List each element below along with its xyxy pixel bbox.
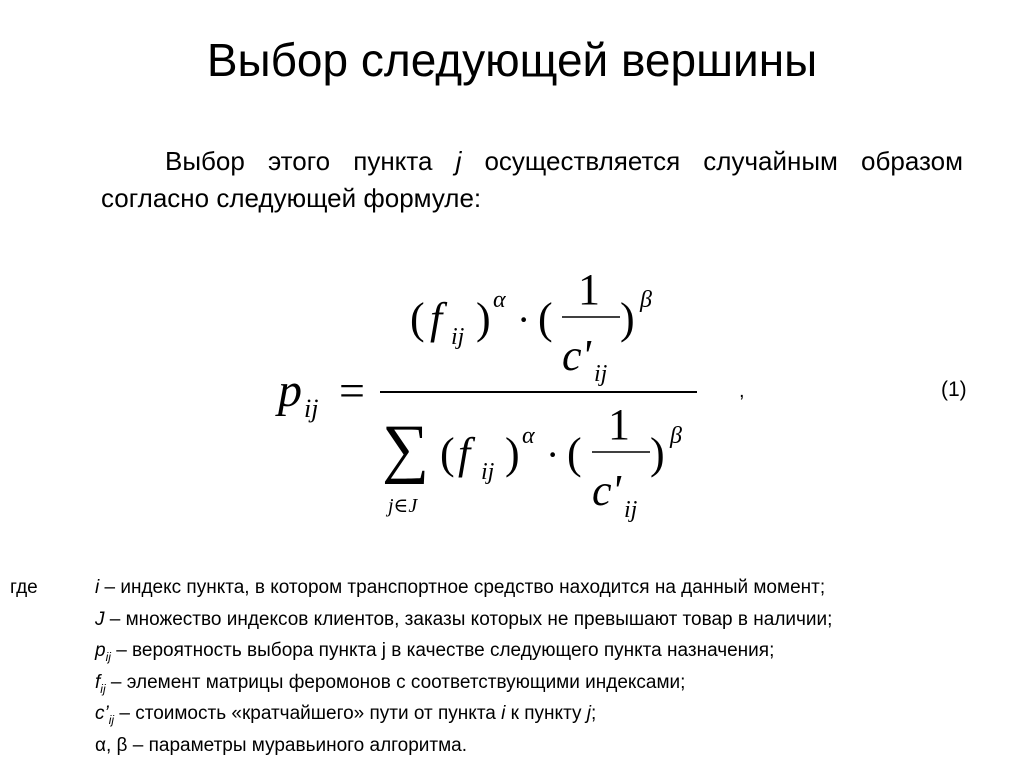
- intro-text-after: осуществляется случайным образом согласно следующей формуле:: [101, 146, 963, 213]
- den-f-symbol: f: [458, 429, 471, 478]
- num-f-sub: ij: [451, 324, 465, 350]
- num-alpha: α: [493, 287, 506, 313]
- den-c-symbol: c': [592, 466, 621, 515]
- den-close-paren-f: ): [505, 429, 520, 478]
- legend-symbol-j: j: [586, 703, 591, 725]
- num-open-paren-f: (: [410, 294, 425, 343]
- legend-text-3: ;: [591, 703, 597, 725]
- legend-item-c: [95, 698, 1015, 730]
- num-close-paren-f: ): [476, 294, 491, 343]
- den-close-paren-c: ): [650, 429, 665, 478]
- legend-text-2: к пункту: [505, 703, 587, 725]
- equation-number: (1): [941, 378, 967, 401]
- den-c-sub: ij: [624, 497, 638, 523]
- den-one: 1: [608, 400, 630, 449]
- formula-trailing-comma: ,: [739, 380, 745, 402]
- legend-text: – вероятность выбора пункта j в качестве следующего пункта назначения;: [110, 640, 775, 662]
- num-open-paren-c: (: [538, 294, 553, 343]
- legend-item-i: [95, 572, 1015, 604]
- num-f-symbol: f: [430, 294, 443, 343]
- den-sum-index: j∈J: [388, 495, 418, 517]
- legend-where-label: где: [10, 577, 38, 598]
- legend-text: – стоимость «кратчайшего» пути от пункта: [114, 703, 502, 725]
- num-one: 1: [578, 265, 600, 314]
- den-sum-symbol: ∑: [382, 412, 430, 485]
- legend-text: – индекс пункта, в котором транспортное средство находится на данный момент;: [99, 577, 826, 598]
- probability-formula: [0, 255, 1024, 535]
- legend-subscript: ij: [100, 681, 106, 696]
- num-beta: β: [640, 287, 652, 313]
- legend-item-f: [95, 667, 1015, 699]
- legend-symbol: c’: [95, 703, 109, 725]
- legend-list: [95, 572, 1015, 762]
- den-f-sub: ij: [481, 459, 495, 485]
- legend-symbol: J: [95, 608, 105, 630]
- legend-text: – элемент матрицы феромонов с соответствующими индексами;: [105, 671, 686, 693]
- den-alpha: α: [522, 423, 535, 449]
- den-dot: ·: [546, 432, 560, 477]
- legend-symbol: i: [95, 577, 100, 598]
- den-open-paren-f: (: [440, 429, 455, 478]
- num-dot: ·: [517, 297, 531, 342]
- legend-item-p: [95, 635, 1015, 667]
- legend-item-alpha-beta: [95, 730, 1015, 762]
- legend-subscript: ij: [105, 649, 111, 664]
- num-close-paren-c: ): [620, 294, 635, 343]
- intro-paragraph: [101, 143, 963, 217]
- legend-symbol: p: [95, 640, 106, 662]
- den-open-paren-c: (: [567, 429, 582, 478]
- legend-symbol: f: [95, 671, 101, 693]
- intro-var-j: j: [455, 146, 462, 176]
- formula-equals: =: [339, 365, 365, 416]
- intro-text-before: Выбор этого пункта: [165, 146, 456, 176]
- num-c-sub: ij: [594, 361, 608, 387]
- legend-symbol-i: i: [501, 703, 506, 725]
- legend-text: – множество индексов клиентов, заказы которых не превышают товар в наличии;: [104, 608, 833, 630]
- den-beta: β: [670, 423, 682, 449]
- formula-lhs-sub: ij: [304, 394, 319, 423]
- slide-title: Выбор следующей вершины: [206, 34, 818, 86]
- legend-subscript: ij: [108, 713, 115, 728]
- num-c-symbol: c': [562, 331, 591, 380]
- legend-item-J: [95, 604, 1015, 636]
- formula-lhs-p: p: [278, 364, 302, 417]
- legend-text: α, β – параметры муравьиного алгоритма.: [95, 734, 468, 756]
